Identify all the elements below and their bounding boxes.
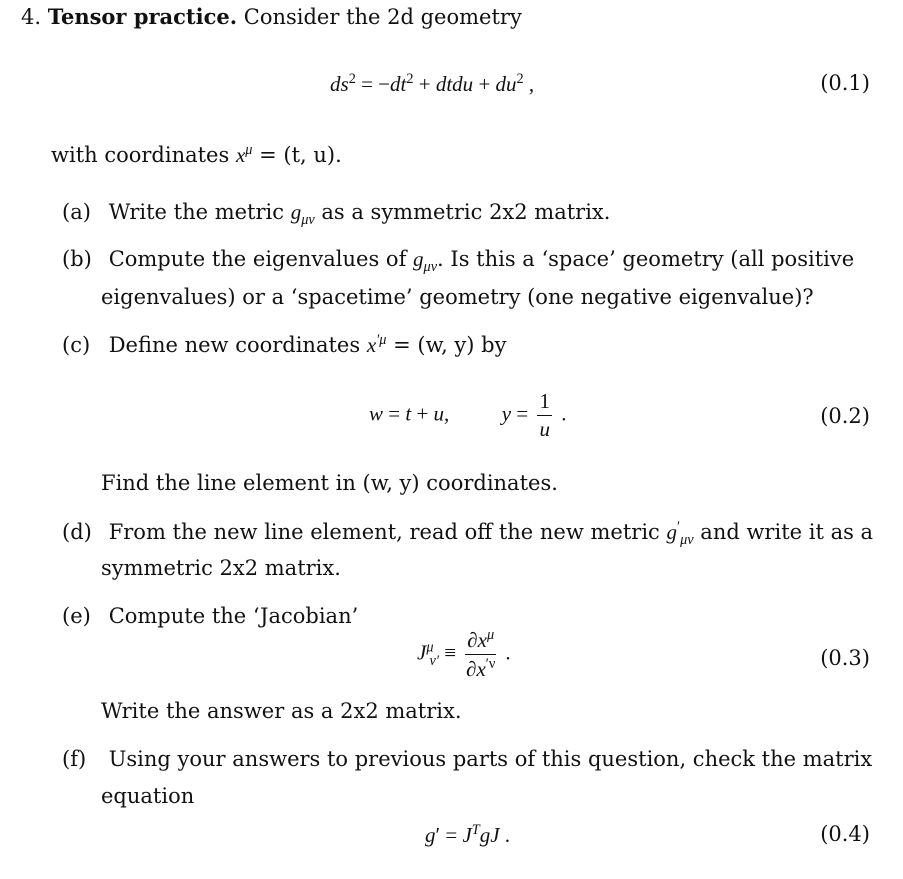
part-f-text1: Using your answers to previous parts of this question, check the matrix [108,747,873,771]
part-b-line2: eigenvalues) or a ‘spacetime’ geometry (one negative eigenvalue)? [101,285,814,309]
part-c-text1: Define new coordinates [108,333,361,357]
problem-header [21,4,522,29]
part-d-text2: and write it as a [700,520,874,544]
part-a-label: (a) [62,200,91,224]
part-b-label: (b) [62,247,92,271]
equation-tag-0-1: (0.1) [820,71,870,95]
part-d-text1: From the new line element, read off the new metric [108,520,660,544]
equation-0-1: $ds^2 = -dt^2$ + dtdu + $du^2$ , [330,71,535,96]
part-e [62,604,358,628]
equation-tag-0-2: (0.2) [820,404,870,428]
part-a: (a) Write the metric $g_{\mu\nu}$ as a symmetric 2x2 matrix. [62,200,611,229]
part-b-text2: . Is this a ‘space’ geometry (all positive [437,247,855,271]
part-c: (c) Define new coordinates $x^{'\mu} = (w$, y) by [62,332,507,357]
part-e-text1: Compute the ‘Jacobian’ [108,604,359,628]
equation-0-2: w = t + u, y = $\frac{1}{u}$ . [369,389,567,442]
part-b-text1: Compute the eigenvalues of [108,247,407,271]
part-a-text1: Write the metric [108,200,284,224]
part-e-after: Write the answer as a 2x2 matrix. [101,699,462,723]
problem-number: 4. [21,5,42,29]
coordinates-text: with coordinates [51,143,230,167]
equation-tag-0-4: (0.4) [820,822,870,846]
part-b: (b) Compute the eigenvalues of $g_{\mu\nu}$. Is this a ‘space’ geometry (all positive [62,247,855,276]
part-c-label: (c) [62,333,91,357]
part-f-label: (f) [62,747,87,771]
equation-tag-0-3: (0.3) [820,646,870,670]
equation-0-3: $J^\mu_{\nu'}$ ≡ $\frac{\partial x^\mu}{\partial x^{'\nu}}$ . [417,627,511,682]
part-a-text2: as a symmetric 2x2 matrix. [321,200,611,224]
part-f-line2: equation [101,784,195,808]
coordinates-values: = (t, u). [259,143,342,167]
problem-intro: Consider the 2d geometry [243,5,522,29]
coordinates-sentence: with coordinates $x^\mu = (t$, u). [51,142,342,167]
part-d-line2: symmetric 2x2 matrix. [101,556,341,580]
problem-title: Tensor practice. [47,4,238,29]
part-d: (d) From the new line element, read off the new metric $g'_{\mu\nu}$ and write it as a [62,519,874,549]
part-c-after: Find the line element in (w, y) coordinates. [101,471,558,495]
part-e-label: (e) [62,604,91,628]
equation-0-4: $g' = J^TgJ$ . [425,822,511,847]
part-c-text2: = (w, y) by [393,333,507,357]
part-d-label: (d) [62,520,92,544]
part-f [62,747,872,771]
